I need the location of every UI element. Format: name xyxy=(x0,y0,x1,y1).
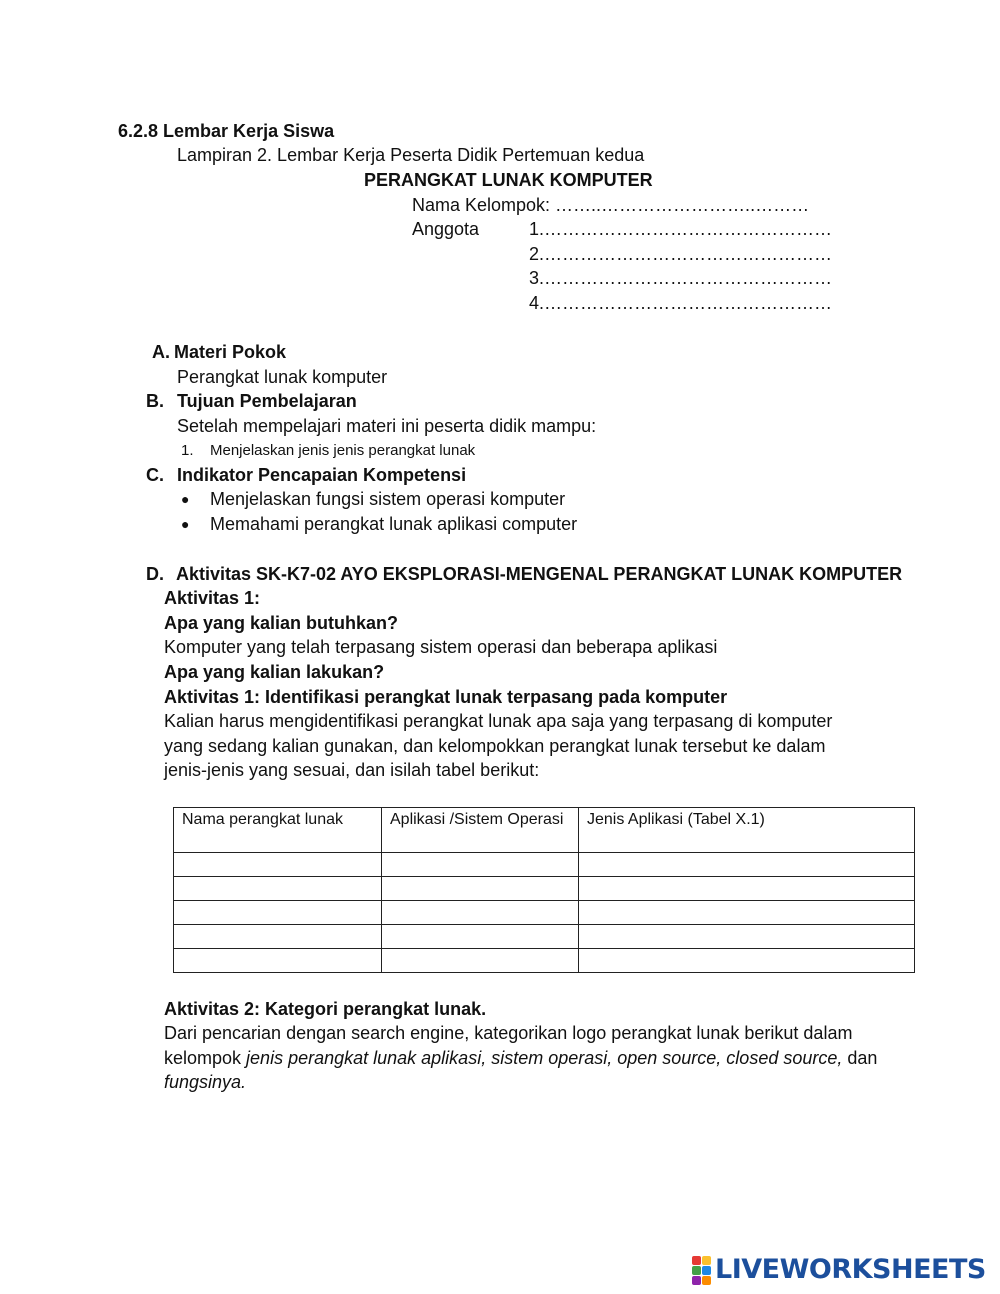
logo-square xyxy=(692,1256,701,1265)
section-b-heading: Tujuan Pembelajaran xyxy=(177,391,357,411)
appendix-line: Lampiran 2. Lembar Kerja Peserta Didik Pertemuan kedua xyxy=(177,145,645,165)
table-cell[interactable] xyxy=(382,949,579,973)
activity1-line-3: jenis-jenis yang sesuai, dan isilah tabel berikut: xyxy=(164,760,540,780)
liveworksheets-logo xyxy=(692,1255,986,1285)
table-row xyxy=(174,949,915,973)
activity2-line-2-italic: jenis perangkat lunak aplikasi, sistem operasi, open source, closed source, xyxy=(246,1048,843,1068)
member-line-4: 4.………………………………………… xyxy=(529,293,833,313)
table-row xyxy=(174,877,915,901)
table-row xyxy=(174,853,915,877)
question-do: Apa yang kalian lakukan? xyxy=(164,662,385,682)
section-a-heading: Materi Pokok xyxy=(174,342,287,362)
indicator-item-2: Memahami perangkat lunak aplikasi computer xyxy=(210,514,578,534)
table-header-row xyxy=(174,808,915,853)
logo-square xyxy=(702,1276,711,1285)
table-cell[interactable] xyxy=(382,853,579,877)
activity1-label: Aktivitas 1: xyxy=(164,588,261,608)
liveworksheets-text: LIVEWORKSHEETS xyxy=(715,1254,986,1285)
section-c-heading: Indikator Pencapaian Kompetensi xyxy=(177,465,467,485)
table-cell[interactable] xyxy=(174,853,382,877)
table-header-cell: Nama perangkat lunak xyxy=(174,808,382,853)
table-row xyxy=(174,925,915,949)
logo-square xyxy=(702,1256,711,1265)
table-header-cell: Aplikasi /Sistem Operasi xyxy=(382,808,579,853)
table-cell[interactable] xyxy=(382,901,579,925)
section-b-item-number: 1. xyxy=(181,442,194,459)
section-heading: 6.2.8 Lembar Kerja Siswa xyxy=(118,121,335,141)
logo-square xyxy=(692,1276,701,1285)
table-cell[interactable] xyxy=(579,925,915,949)
section-a-letter: A. xyxy=(152,342,170,362)
section-c-letter: C. xyxy=(146,465,164,485)
activity1-title: Aktivitas 1: Identifikasi perangkat lunak terpasang pada komputer xyxy=(164,687,728,707)
group-name-label: Nama Kelompok: ……..……………………..……… xyxy=(412,195,810,215)
table-cell[interactable] xyxy=(174,925,382,949)
logo-square xyxy=(692,1266,701,1275)
table-cell[interactable] xyxy=(579,877,915,901)
members-label: Anggota xyxy=(412,219,480,239)
section-d-heading: Aktivitas SK-K7-02 AYO EKSPLORASI-MENGENAL PERANGKAT LUNAK KOMPUTER xyxy=(176,564,903,584)
activity2-line-2-suffix: dan xyxy=(842,1048,878,1068)
activity2-line-2 xyxy=(164,1046,877,1070)
indicator-item-1: Menjelaskan fungsi sistem operasi komputer xyxy=(210,489,566,509)
table-cell[interactable] xyxy=(174,949,382,973)
table-cell[interactable] xyxy=(579,949,915,973)
logo-square xyxy=(702,1266,711,1275)
section-b-intro: Setelah mempelajari materi ini peserta didik mampu: xyxy=(177,416,597,436)
need-answer: Komputer yang telah terpasang sistem operasi dan beberapa aplikasi xyxy=(164,637,718,657)
activity1-line-1: Kalian harus mengidentifikasi perangkat lunak apa saja yang terpasang di komputer xyxy=(164,711,833,731)
bullet-icon: ● xyxy=(181,491,190,507)
table-cell[interactable] xyxy=(382,925,579,949)
member-line-3: 3.………………………………………… xyxy=(529,268,833,288)
activity2-line-2-prefix: kelompok xyxy=(164,1048,247,1068)
table-cell[interactable] xyxy=(174,877,382,901)
member-line-1: 1.………………………………………… xyxy=(529,219,833,239)
bullet-icon: ● xyxy=(181,516,190,532)
section-b-letter: B. xyxy=(146,391,164,411)
table-header-cell: Jenis Aplikasi (Tabel X.1) xyxy=(579,808,915,853)
activity2-title: Aktivitas 2: Kategori perangkat lunak. xyxy=(164,999,487,1019)
section-a-body: Perangkat lunak komputer xyxy=(177,367,388,387)
activity2-line-1: Dari pencarian dengan search engine, kategorikan logo perangkat lunak berikut dalam xyxy=(164,1023,853,1043)
table-cell[interactable] xyxy=(579,853,915,877)
section-d-letter: D. xyxy=(146,564,164,584)
question-need: Apa yang kalian butuhkan? xyxy=(164,613,399,633)
table-cell[interactable] xyxy=(382,877,579,901)
liveworksheets-icon xyxy=(692,1256,711,1285)
table-cell[interactable] xyxy=(579,901,915,925)
table-row xyxy=(174,901,915,925)
software-table xyxy=(173,807,915,973)
activity2-line-3: fungsinya. xyxy=(164,1072,247,1092)
activity1-line-2: yang sedang kalian gunakan, dan kelompokkan perangkat lunak tersebut ke dalam xyxy=(164,736,826,756)
section-b-item: Menjelaskan jenis jenis perangkat lunak xyxy=(210,442,476,459)
table-cell[interactable] xyxy=(174,901,382,925)
member-line-2: 2.………………………………………… xyxy=(529,244,833,264)
doc-title: PERANGKAT LUNAK KOMPUTER xyxy=(364,170,653,190)
